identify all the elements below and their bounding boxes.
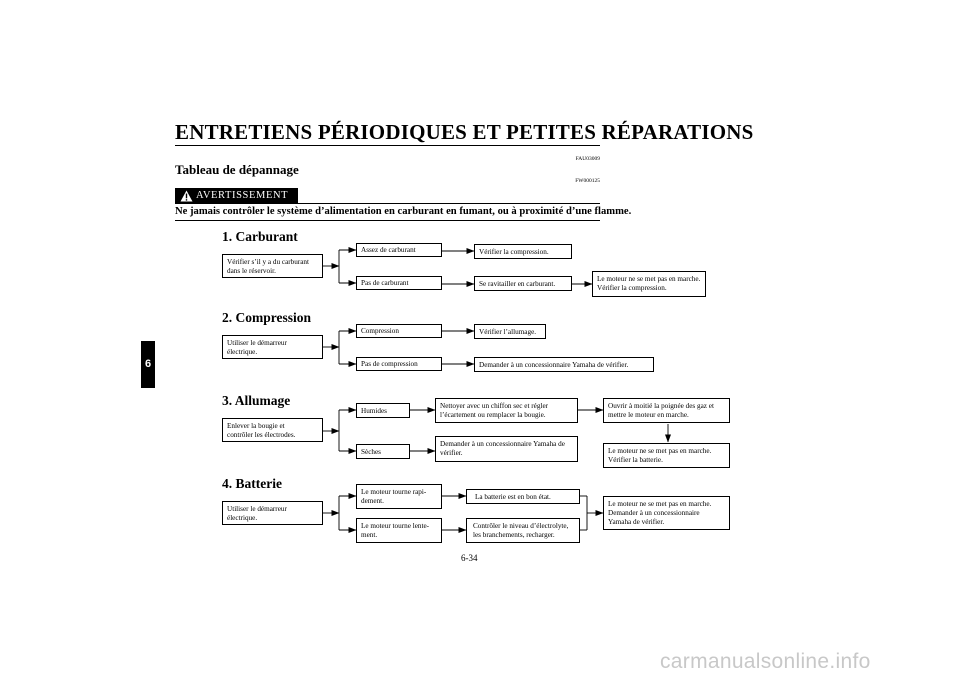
ignition-wet-final-box: Le moteur ne se met pas en marche. Vérifier la batterie. [603, 443, 730, 468]
section-title-compression: 2. Compression [222, 310, 312, 325]
compression-no-box: Pas de compression [356, 357, 442, 371]
fuel-start-box: Vérifier s’il y a du carburant dans le réservoir. [222, 254, 323, 278]
section-title-battery: 4. Batterie [222, 476, 282, 491]
fuel-yes-box: Assez de carburant [356, 243, 442, 257]
battery-fast-box: Le moteur tourne rapi- dement. [356, 484, 442, 509]
page-number: 6-34 [461, 553, 478, 563]
section-title-fuel: 1. Carburant [222, 229, 298, 244]
compression-start-box: Utiliser le démarreur électrique. [222, 335, 323, 359]
warning-text: Ne jamais contrôler le système d’alimentation en carburant en fumant, ou à proximité d’une flamme. [175, 206, 632, 217]
chapter-title: ENTRETIENS PÉRIODIQUES ET PETITES RÉPARATIONS [175, 120, 754, 144]
chapter-tab: 6 [141, 341, 155, 388]
page-subtitle: Tableau de dépannage [175, 162, 299, 177]
ignition-wet-box: Humides [356, 403, 410, 418]
ignition-wet-result-box: Ouvrir à moitié la poignée des gaz et mettre le moteur en marche. [603, 398, 730, 423]
battery-result-box: Le moteur ne se met pas en marche. Demander à un concessionnaire Yamaha de vérifier. [603, 496, 730, 530]
battery-slow-box: Le moteur tourne lente- ment. [356, 518, 442, 543]
watermark: carmanualsonline.info [660, 650, 871, 673]
battery-slow-action-box: Contrôler le niveau d’électrolyte, les branchements, recharger. [466, 518, 580, 543]
compression-yes-action-box: Vérifier l’allumage. [474, 324, 546, 339]
fuel-no-action-box: Se ravitailler en carburant. [474, 276, 572, 291]
battery-fast-action-box: La batterie est en bon état. [466, 489, 580, 504]
battery-start-box: Utiliser le démarreur électrique. [222, 501, 323, 525]
ignition-start-box: Enlever la bougie et contrôler les électrodes. [222, 418, 323, 442]
compression-yes-box: Compression [356, 324, 442, 338]
ignition-dry-action-box: Demander à un concessionnaire Yamaha de vérifier. [435, 436, 578, 462]
section-title-ignition: 3. Allumage [222, 393, 291, 408]
section-code: FAU03009 [575, 156, 600, 162]
ignition-wet-action-box: Nettoyer avec un chiffon sec et régler l’écartement ou remplacer la bougie. [435, 398, 578, 423]
ignition-dry-box: Sèches [356, 444, 410, 459]
warning-label: AVERTISSEMENT [196, 190, 289, 201]
fuel-no-box: Pas de carburant [356, 276, 442, 290]
fuel-yes-action-box: Vérifier la compression. [474, 244, 572, 259]
warning-code: FW000125 [575, 178, 600, 184]
fuel-result-box: Le moteur ne se met pas en marche. Vérifier la compression. [592, 271, 706, 297]
compression-no-action-box: Demander à un concessionnaire Yamaha de vérifier. [474, 357, 654, 372]
